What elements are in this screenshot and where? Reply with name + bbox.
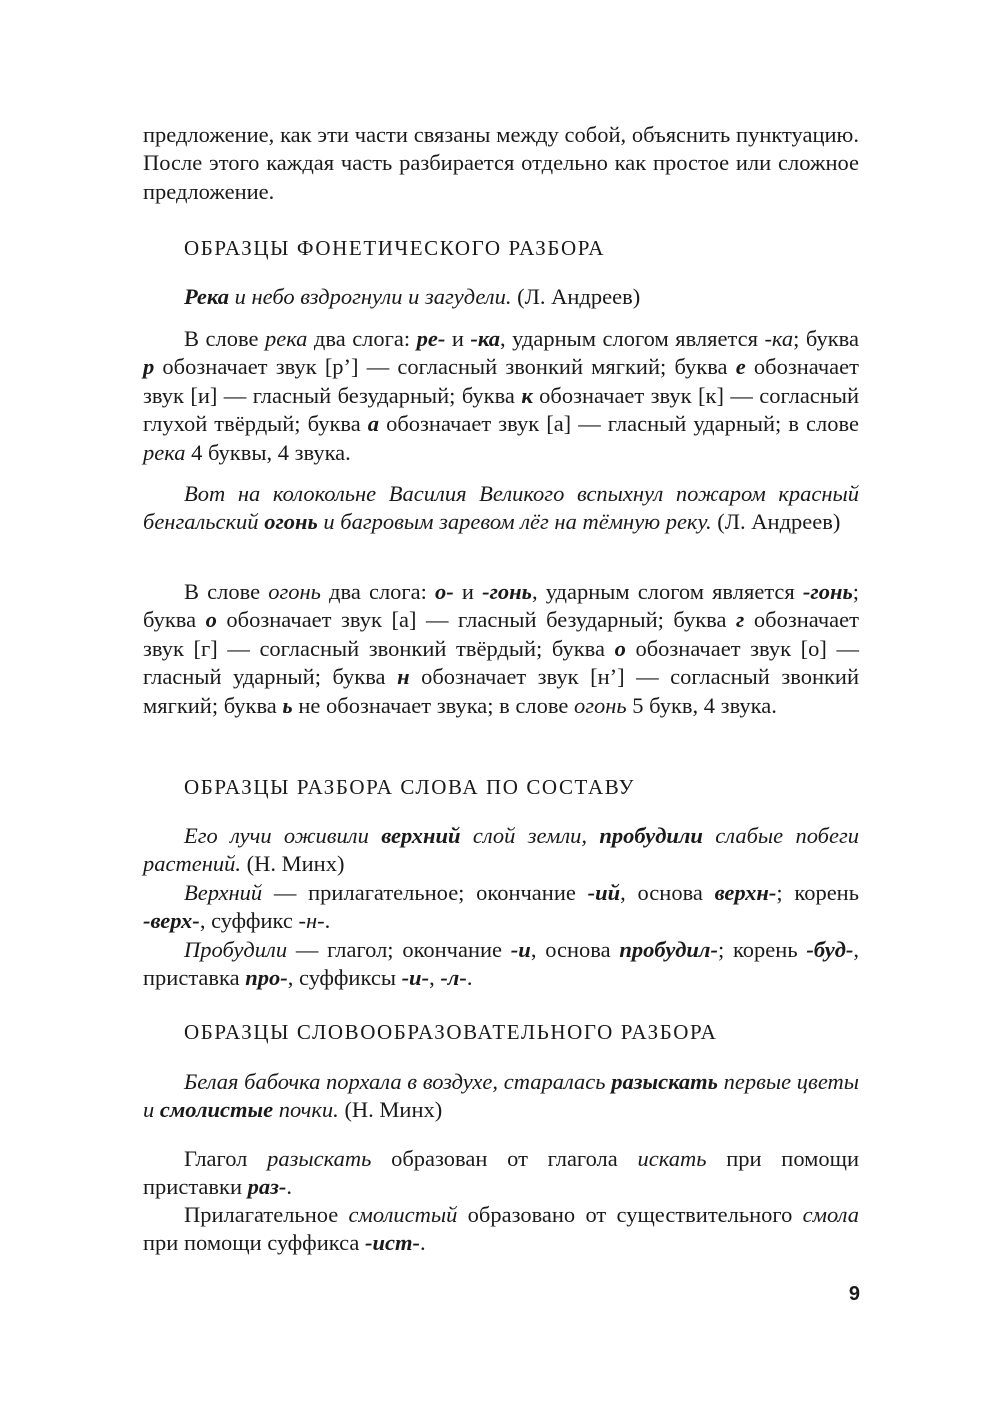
analysis-word: Пробудили: [184, 937, 288, 962]
analysis-word: смола: [802, 1202, 859, 1227]
morpheme: -л-: [440, 965, 467, 991]
example-text: и багровым заревом лёг на тёмную реку.: [317, 509, 712, 535]
analysis-word: огонь: [573, 692, 627, 718]
key-word: верхний: [381, 823, 461, 848]
analysis-text: , основа: [620, 880, 715, 905]
example-text: и небо вздрогнули и загудели.: [229, 284, 512, 309]
analysis-text: обозначает звук [р’] — согласный звонкий мягкий; буква: [154, 354, 736, 380]
analysis-text: — прилагательное; окончание: [262, 880, 588, 905]
morpheme: -н-: [298, 908, 325, 934]
syllable: -гонь: [482, 579, 532, 604]
morpheme: -и-: [401, 965, 430, 991]
analysis-text: обозначает звук [г] — согласный звонкий твёрдый; буква: [143, 607, 859, 661]
analysis-text: 5 букв, 4 звука.: [626, 692, 777, 718]
analysis-text: обозначает звук [о] — гласный ударный; буква: [143, 635, 859, 690]
analysis-word: река: [143, 439, 186, 465]
analysis-text: , ударным слогом является: [500, 326, 765, 351]
analysis-text: обозначает звук [а] — гласный безударный; буква: [216, 607, 737, 633]
analysis-text: 4 буквы, 4 звука.: [185, 439, 351, 465]
letter: н: [397, 664, 410, 690]
morpheme: раз-: [247, 1174, 287, 1200]
analysis-text: и: [453, 579, 483, 604]
analysis-text: .: [420, 1230, 426, 1256]
key-word: смолистые: [159, 1097, 274, 1123]
letter: р: [143, 354, 155, 380]
analysis-text: образовано от существительного: [457, 1202, 803, 1227]
example-text: слабые побеги растений.: [143, 823, 860, 877]
analysis-text: ; буква: [793, 326, 859, 351]
analysis-word: искать: [637, 1146, 707, 1171]
stressed-syllable: -ка: [764, 326, 794, 351]
letter: к: [521, 382, 533, 408]
example-author: (Л. Андреев): [711, 509, 841, 535]
analysis-text: обозначает звук [н’] — согласный звонкий мягкий; буква: [143, 664, 859, 718]
analysis-text: обозначает звук [а] — гласный ударный; в слове: [379, 411, 859, 437]
analysis-text: при помощи суффикса: [143, 1230, 365, 1256]
letter: г: [736, 607, 745, 633]
analysis-text: , основа: [530, 937, 620, 962]
phonetic-analysis-2: [143, 578, 859, 720]
analysis-text: образован от глагола: [371, 1146, 638, 1171]
syllable: -ка: [470, 326, 500, 351]
example-text: Вот на колокольне Василия Великого вспыхнул пожаром красный бенгальский: [143, 481, 859, 535]
example-text: Белая бабочка порхала в воздухе, старалась: [184, 1069, 612, 1094]
syllable: о-: [435, 579, 454, 604]
analysis-word: смолистый: [348, 1202, 458, 1227]
analysis-text: , суффиксы: [287, 965, 402, 991]
analysis-text: , ударным слогом является: [531, 579, 803, 604]
analysis-text: и: [445, 326, 471, 351]
key-word: пробудили: [599, 823, 703, 848]
example-author: (Н. Минх): [338, 1097, 443, 1123]
derivation-example: [143, 1068, 859, 1125]
phonetic-analysis-1: [143, 325, 859, 467]
example-author: (Л. Андреев): [511, 284, 641, 309]
analysis-word: река: [264, 326, 308, 351]
example-text: почки.: [273, 1097, 339, 1123]
analysis-text: .: [286, 1174, 293, 1200]
analysis-text: при помощи приставки: [143, 1146, 859, 1200]
analysis-text: ; корень: [717, 937, 807, 962]
composition-analysis-2: [143, 936, 859, 993]
letter: е: [735, 354, 746, 380]
morpheme: -верх-: [143, 908, 200, 934]
syllable: ре-: [416, 326, 446, 351]
letter: о: [614, 635, 626, 661]
section-heading-phonetic: ОБРАЗЦЫ ФОНЕТИЧЕСКОГО РАЗБОРА: [184, 236, 606, 260]
analysis-text: В слове: [184, 579, 269, 604]
analysis-text: Глагол: [184, 1146, 268, 1171]
analysis-text: , приставка: [143, 937, 859, 991]
analysis-text: не обозначает звука; в слове: [292, 692, 574, 718]
analysis-text: , суффикс: [199, 908, 299, 934]
analysis-word: Верхний: [184, 880, 263, 905]
letter: ь: [282, 692, 293, 718]
analysis-text: два слога:: [320, 579, 436, 604]
derivation-analysis-2: [143, 1201, 859, 1258]
analysis-text: обозначает звук [и] — гласный безударный; буква: [143, 354, 859, 408]
page-number: 9: [848, 1283, 860, 1305]
morpheme: -буд-: [806, 937, 854, 962]
morpheme: -ий: [587, 880, 621, 905]
analysis-text: ; корень: [776, 880, 859, 905]
key-word: разыскать: [611, 1069, 718, 1094]
analysis-text: — глагол; окончание: [287, 937, 511, 962]
analysis-text: обозначает звук [к] — согласный глухой твёрдый; буква: [143, 382, 859, 437]
example-text: слой земли,: [460, 823, 600, 848]
example-author: (Н. Минх): [241, 851, 345, 877]
example-text: Его лучи оживили: [184, 823, 382, 848]
analysis-text: Прилагательное: [184, 1202, 349, 1227]
example-text: первые цветы и: [143, 1069, 859, 1123]
letter: а: [367, 411, 380, 437]
morpheme: -ист-: [365, 1230, 420, 1256]
morpheme: пробудил-: [619, 937, 718, 962]
morpheme: верхн-: [714, 880, 777, 905]
morpheme: про-: [245, 965, 288, 991]
analysis-text: ; буква: [143, 579, 859, 633]
composition-analysis-1: [143, 879, 859, 936]
analysis-text: два слога:: [307, 326, 417, 351]
intro-paragraph: [143, 121, 859, 206]
derivation-analysis-1: [143, 1145, 859, 1202]
morpheme: -и: [510, 937, 531, 962]
composition-example: [143, 822, 859, 879]
phonetic-example-2: [143, 480, 859, 537]
phonetic-example-1: [143, 283, 859, 311]
stressed-syllable: -гонь: [802, 579, 853, 604]
section-heading-composition: ОБРАЗЦЫ РАЗБОРА СЛОВА ПО СОСТАВУ: [184, 775, 636, 799]
analysis-word: разыскать: [267, 1146, 372, 1171]
key-word: Река: [184, 284, 230, 309]
intro-text: предложение, как эти части связаны между собой, объяснить пунктуацию. После этого каждая часть разбирается отдельно как простое или сложное предложение.: [143, 122, 859, 204]
section-heading-derivation: ОБРАЗЦЫ СЛОВООБРАЗОВАТЕЛЬНОГО РАЗБОРА: [184, 1020, 718, 1044]
analysis-text: В слове: [184, 326, 265, 351]
analysis-text: ,: [429, 965, 441, 991]
analysis-text: .: [324, 908, 331, 934]
analysis-word: огонь: [268, 579, 321, 604]
analysis-text: .: [466, 965, 473, 991]
letter: о: [205, 607, 217, 633]
key-word: огонь: [264, 509, 318, 535]
